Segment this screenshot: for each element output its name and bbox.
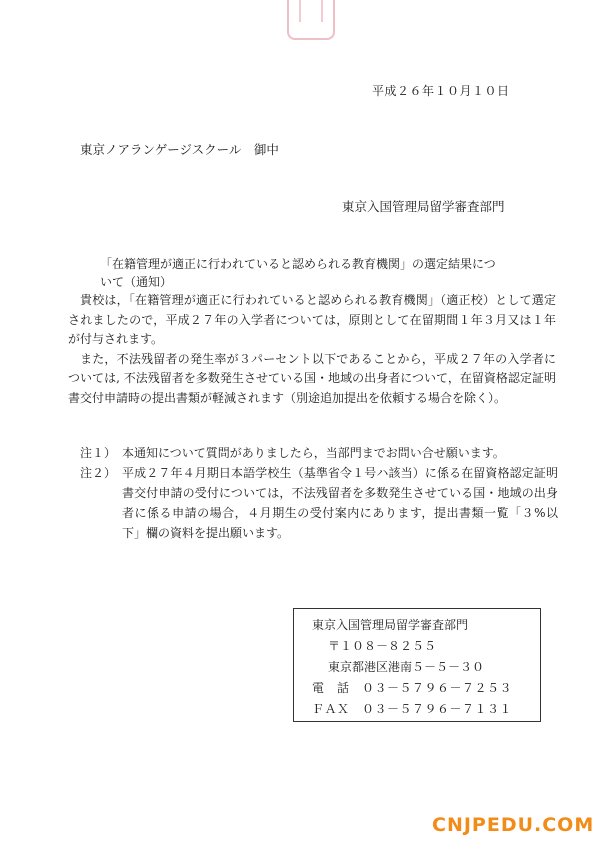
contact-office: 東京入国管理局留学審査部門 bbox=[312, 618, 469, 632]
subject bbox=[100, 255, 548, 291]
contact-box bbox=[293, 608, 541, 722]
contact-postal: 〒１０８－８２５５ bbox=[328, 639, 437, 653]
watermark: CNJPEDU.COM bbox=[432, 814, 595, 836]
subject-line-2: いて（通知） bbox=[100, 275, 173, 289]
red-seal-stamp bbox=[287, 0, 335, 40]
notes bbox=[80, 443, 558, 543]
contact-tel: 電 話 ０３－５７９６－７２５３ bbox=[312, 681, 513, 695]
contact-address: 東京都港区港南５－５－３０ bbox=[328, 660, 485, 674]
paragraph-2: また，不法残留者の発生率が３パーセント以下であることから，平成２７年の入学者については, 不法残留者を多数発生させている国・地域の出身者について，在留資格認定証明書交付申請時の提出書類が軽減されます（別途追加提出を依頼する場合を除く）。 bbox=[68, 351, 556, 405]
note-2 bbox=[80, 463, 558, 543]
recipient: 東京ノアランゲージスクール 御中 bbox=[80, 142, 279, 157]
paragraph-1: 貴校は，「在籍管理が適正に行われていると認められる教育機関」（適正校）として選定されましたので，平成２７年の入学者については，原則として在留期間１年３月又は１年が付与されます。 bbox=[68, 293, 556, 346]
note-text: 平成２７年４月期日本語学校生（基準省令１号ハ該当）に係る在留資格認定証明書交付申請の受付については，不法残留者を多数発生させている国・地域の出身者に係る申請の場合，４月期生の受付案内にあります，提出書類一覧「３%以下」欄の資料を提出願います。 bbox=[122, 466, 558, 540]
letter-date: 平成２６年１０月１０日 bbox=[372, 84, 510, 98]
sender: 東京入国管理局留学審査部門 bbox=[342, 199, 505, 214]
note-1 bbox=[80, 443, 558, 463]
note-label: 注１） bbox=[80, 446, 117, 460]
contact-fax: ＦＡＸ ０３－５７９６－７１３１ bbox=[312, 702, 513, 716]
note-label: 注２） bbox=[80, 466, 117, 480]
subject-line-1: 「在籍管理が適正に行われていると認められる教育機関」の選定結果につ bbox=[100, 257, 496, 271]
note-text: 本通知について質問がありましたら，当部門までお問い合せ願います。 bbox=[122, 446, 505, 460]
letter-body bbox=[68, 291, 556, 408]
